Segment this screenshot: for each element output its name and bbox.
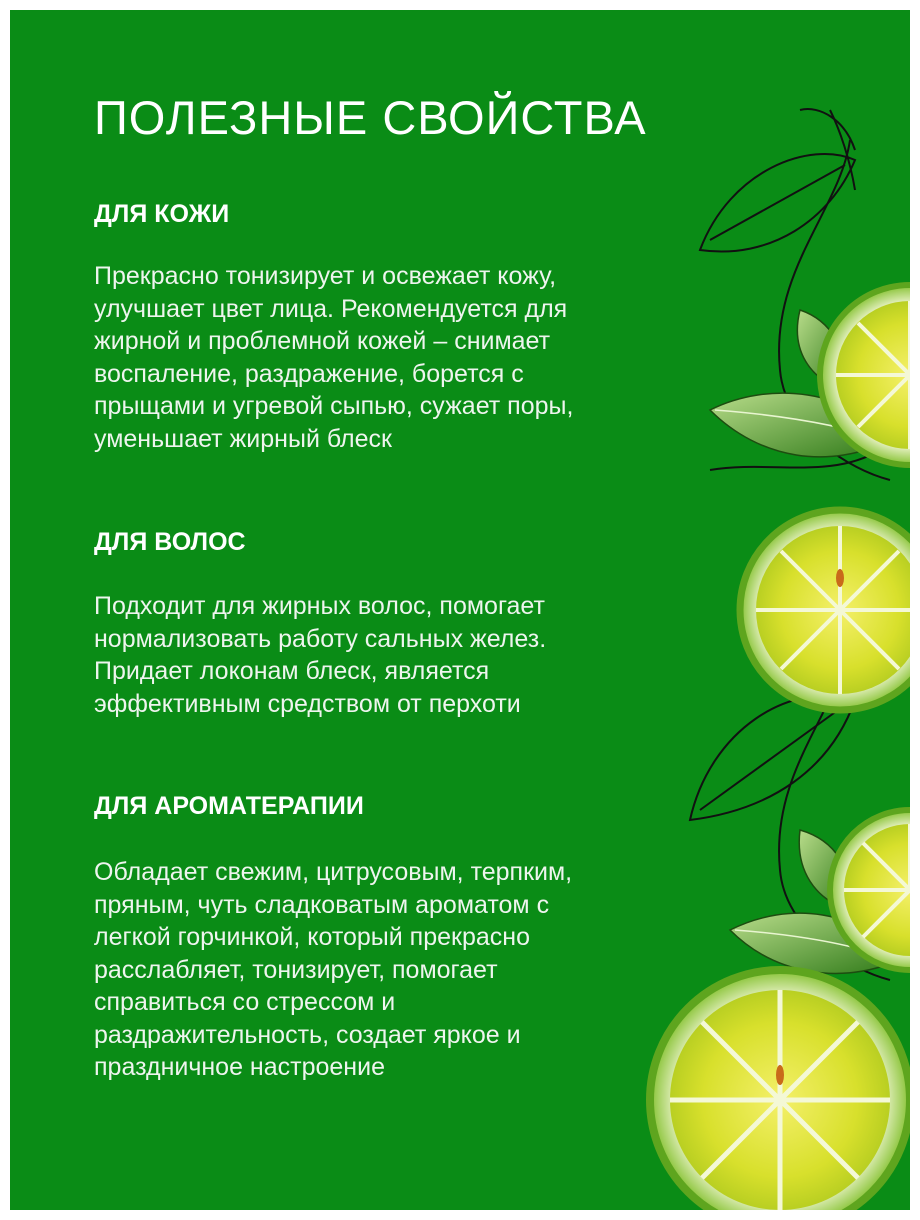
- section-text-skin: [94, 260, 704, 455]
- text-line: справиться со стрессом и: [94, 988, 396, 1016]
- section-heading-skin: ДЛЯ КОЖИ: [94, 200, 230, 228]
- page-title: ПОЛЕЗНЫЕ СВОЙСТВА: [94, 91, 647, 144]
- section-text-hair: [94, 590, 704, 720]
- text-line: Подходит для жирных волос, помогает: [94, 592, 545, 620]
- text-line: пряным, чуть сладковатым ароматом с: [94, 890, 550, 919]
- section-heading-aromatherapy: ДЛЯ АРОМАТЕРАПИИ: [94, 792, 364, 820]
- text-line: легкой горчинкой, который прекрасно: [94, 923, 530, 951]
- text-line: улучшает цвет лица. Рекомендуется для: [94, 294, 568, 323]
- text-line: прыщами и угревой сыпью, сужает поры,: [94, 392, 574, 420]
- text-line: жирной и проблемной кожей – снимает: [94, 327, 551, 355]
- text-line: воспаление, раздражение, борется с: [94, 359, 524, 388]
- text-line: уменьшает жирный блеск: [94, 424, 392, 453]
- text-line: праздничное настроение: [94, 1053, 385, 1081]
- text-line: Обладает свежим, цитрусовым, терпким,: [94, 858, 573, 886]
- section-heading-hair: ДЛЯ ВОЛОС: [94, 528, 246, 556]
- text-line: раздражительность, создает яркое и: [94, 1020, 521, 1049]
- info-card: [10, 10, 910, 1210]
- text-line: нормализовать работу сальных желез.: [94, 624, 547, 653]
- text-line: Прекрасно тонизирует и освежает кожу,: [94, 262, 557, 290]
- text-line: расслабляет, тонизирует, помогает: [94, 955, 498, 984]
- text-line: Придает локонам блеск, является: [94, 657, 490, 685]
- text-line: эффективным средством от перхоти: [94, 689, 521, 718]
- section-text-aromatherapy: [94, 856, 704, 1084]
